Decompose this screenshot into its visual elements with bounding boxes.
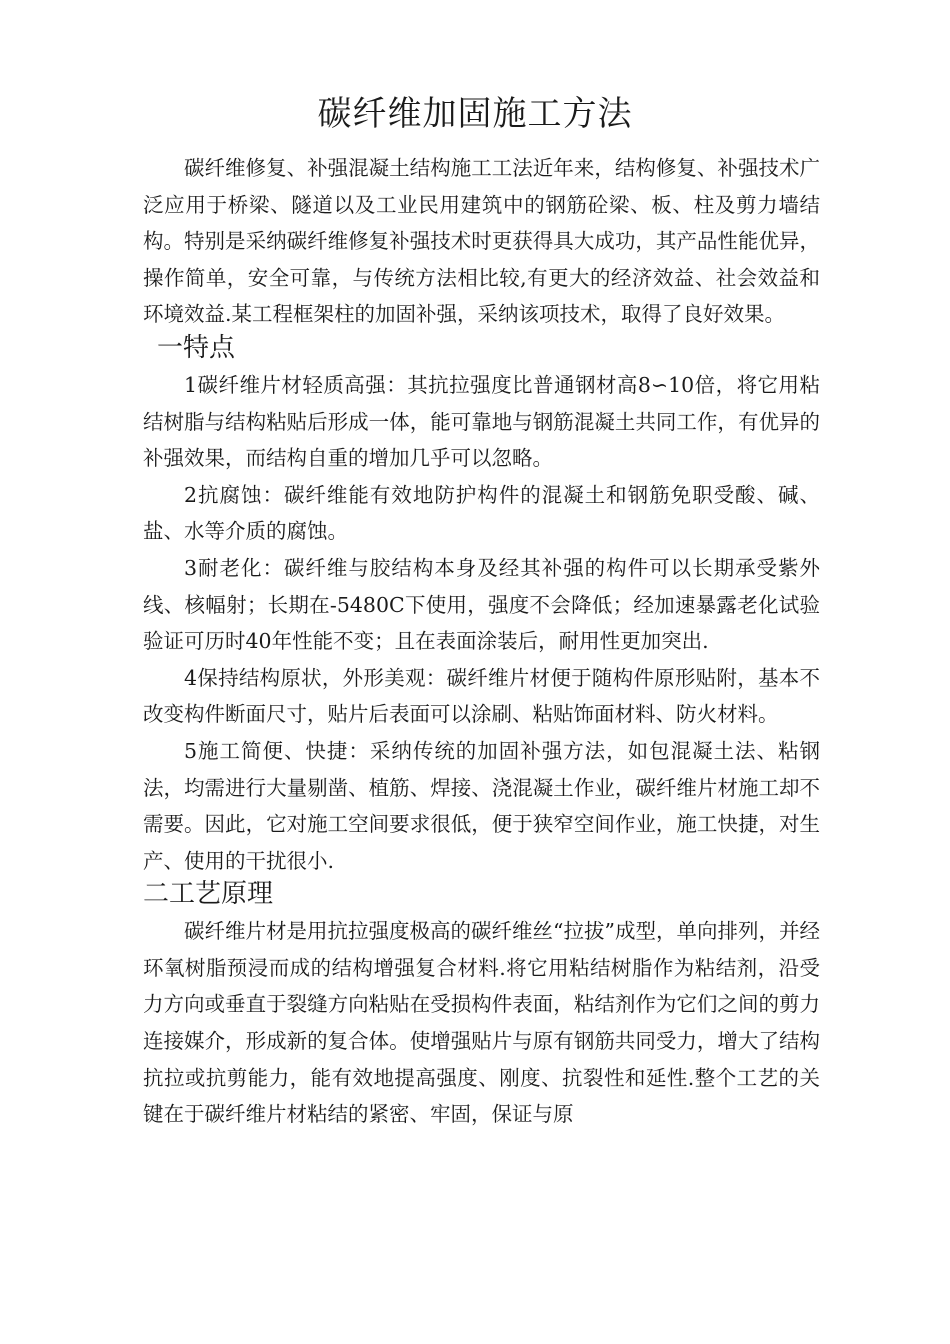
principle-paragraph: 碳纤维片材是用抗拉强度极高的碳纤维丝“拉拔”成型，单向排列，并经环氧树脂预浸而成的结构增强复合材料.将它用粘结树脂作为粘结剂，沿受力方向或垂直于裂缝方向粘贴在受损构件表面，粘结剂作为它们之间的剪力连接媒介，形成新的复合体。使增强贴片与原有钢筋共同受力，增大了结构抗拉或抗剪能力，能有效地提高强度、刚度、抗裂性和延性.整个工艺的关键在于碳纤维片材粘结的紧密、牢固，保证与原 (143, 919, 820, 1127)
section-heading-features: 一特点 (157, 332, 236, 363)
document-title: 碳纤维加固施工方法 (317, 94, 633, 134)
intro-paragraph: 碳纤维修复、补强混凝土结构施工工法近年来，结构修复、补强技术广泛应用于桥梁、隧道以及工业民用建筑中的钢筋砼梁、板、柱及剪力墙结构。特别是采纳碳纤维修复补强技术时更获得具大成功，其产品性能优异，操作简单，安全可靠，与传统方法相比较,有更大的经济效益、社会效益和环境效益.某工程框架柱的加固补强，采纳该项技术，取得了良好效果。 (143, 156, 820, 327)
feature-item-5: 5施工简便、快捷：采纳传统的加固补强方法，如包混凝土法、粘钢法，均需进行大量剔凿、植筋、焊接、浇混凝土作业，碳纤维片材施工却不需要。因此，它对施工空间要求很低，便于狭窄空间作业，施工快捷，对生产、使用的干扰很小. (143, 738, 820, 873)
feature-item-3: 3耐老化：碳纤维与胶结构本身及经其补强的构件可以长期承受紫外线、核幅射；长期在-5480C下使用，强度不会降低；经加速暴露老化试验验证可历时40年性能不变；且在表面涂装后，耐用性更加突出. (143, 555, 820, 654)
document-body (143, 150, 820, 1133)
feature-item-2: 2抗腐蚀：碳纤维能有效地防护构件的混凝土和钢筋免职受酸、碱、盐、水等介质的腐蚀。 (143, 482, 820, 544)
feature-item-4: 4保持结构原状，外形美观：碳纤维片材便于随构件原形贴附，基本不改变构件断面尺寸，贴片后表面可以涂刷、粘贴饰面材料、防火材料。 (143, 665, 820, 727)
feature-item-1: 1碳纤维片材轻质高强：其抗拉强度比普通钢材高8∽10倍，将它用粘结树脂与结构粘贴后形成一体，能可靠地与钢筋混凝土共同工作，有优异的补强效果，而结构自重的增加几乎可以忽略。 (143, 372, 820, 471)
section-heading-principle: 二工艺原理 (143, 879, 274, 910)
